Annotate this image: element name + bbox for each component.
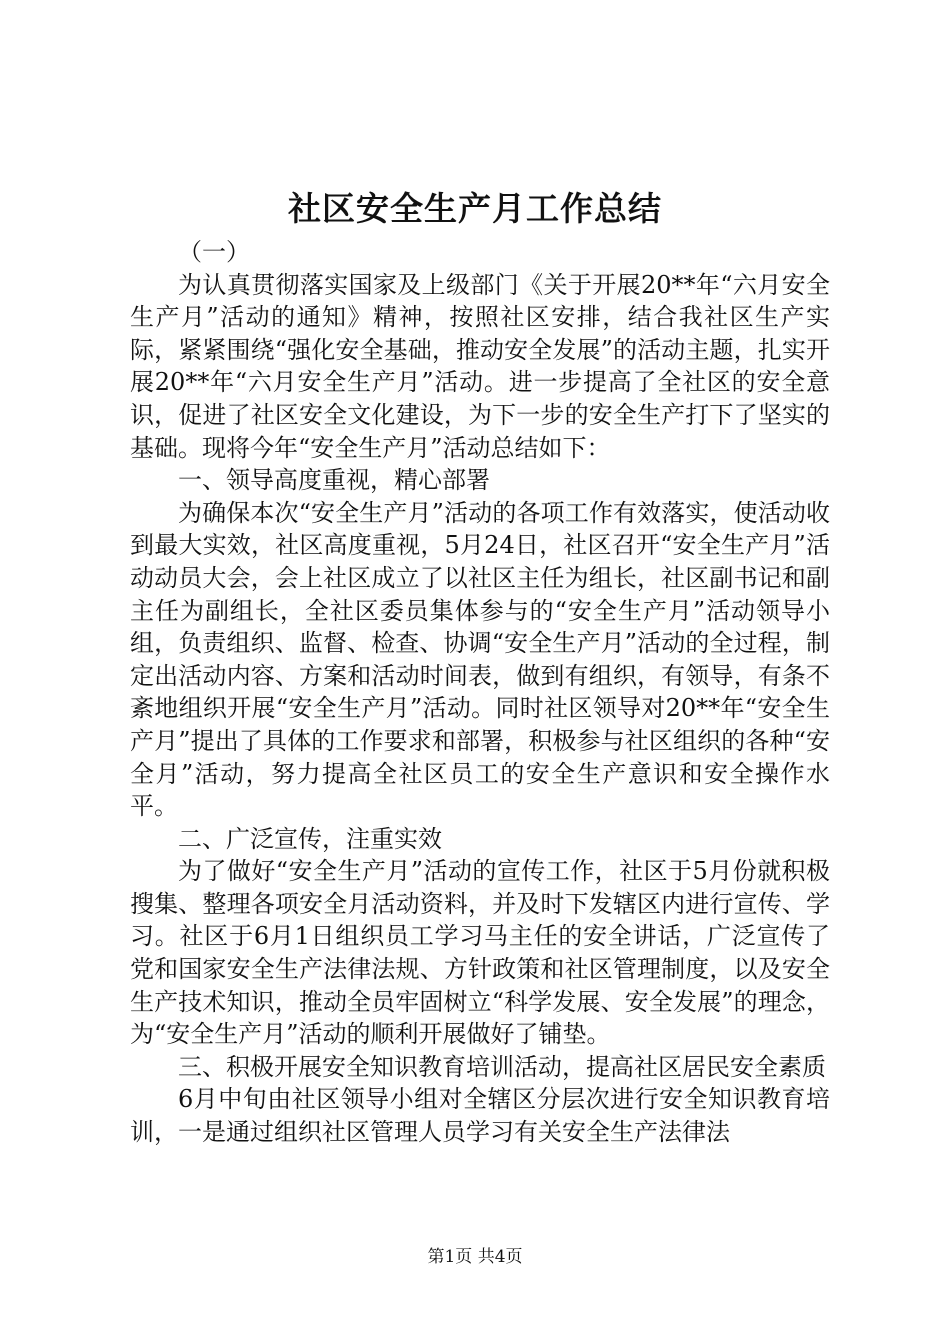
paragraph-intro: 为认真贯彻落实国家及上级部门《关于开展20**年“六月安全生产月”活动的通知》精神，按照社区安排，结合我社区生产实际，紧紧围绕“强化安全基础，推动安全发展”的活动主题，扎实开展20**年“六月安全生产月”活动。进一步提高了全社区的安全意识，促进了社区安全文化建设，为下一步的安全生产打下了坚实的基础。现将今年“安全生产月”活动总结如下：: [130, 270, 830, 462]
paragraph-section-3: 6月中旬由社区领导小组对全辖区分层次进行安全知识教育培训，一是通过组织社区管理人员学习有关安全生产法律法: [130, 1085, 830, 1147]
section-heading-1: 一、领导高度重视，精心部署: [178, 466, 490, 495]
section-heading-3: 三、积极开展安全知识教育培训活动，提高社区居民安全素质: [178, 1052, 826, 1081]
document-body: [130, 236, 830, 1149]
paragraph-section-1: 为确保本次“安全生产月”活动的各项工作有效落实，使活动收到最大实效，社区高度重视，5月24日，社区召开“安全生产月”活动动员大会，会上社区成立了以社区主任为组长，社区副书记和副主任为副组长，全社区委员集体参与的“安全生产月”活动领导小组，负责组织、监督、检查、协调“安全生产月”活动的全过程，制定出活动内容、方案和活动时间表，做到有组织，有领导，有条不紊地组织开展“安全生产月”活动。同时社区领导对20**年“安全生产月”提出了具体的工作要求和部署，积极参与社区组织的各种“安全月”活动，努力提高全社区员工的安全生产意识和安全操作水平。: [130, 498, 830, 821]
document-title: 社区安全生产月工作总结: [288, 189, 662, 228]
page-footer: 第1页 共4页: [427, 1247, 523, 1267]
subtitle: （一）: [178, 238, 250, 266]
paragraph-section-2: 为了做好“安全生产月”活动的宣传工作，社区于5月份就积极搜集、整理各项安全月活动资料，并及时下发辖区内进行宣传、学习。社区于6月1日组织员工学习马主任的安全讲话，广泛宣传了党和国家安全生产法律法规、方针政策和社区管理制度，以及安全生产技术知识，推动全员牢固树立“科学发展、安全发展”的理念，为“安全生产月”活动的顺利开展做好了铺垫。: [130, 857, 830, 1049]
section-heading-2: 二、广泛宣传，注重实效: [178, 824, 442, 853]
